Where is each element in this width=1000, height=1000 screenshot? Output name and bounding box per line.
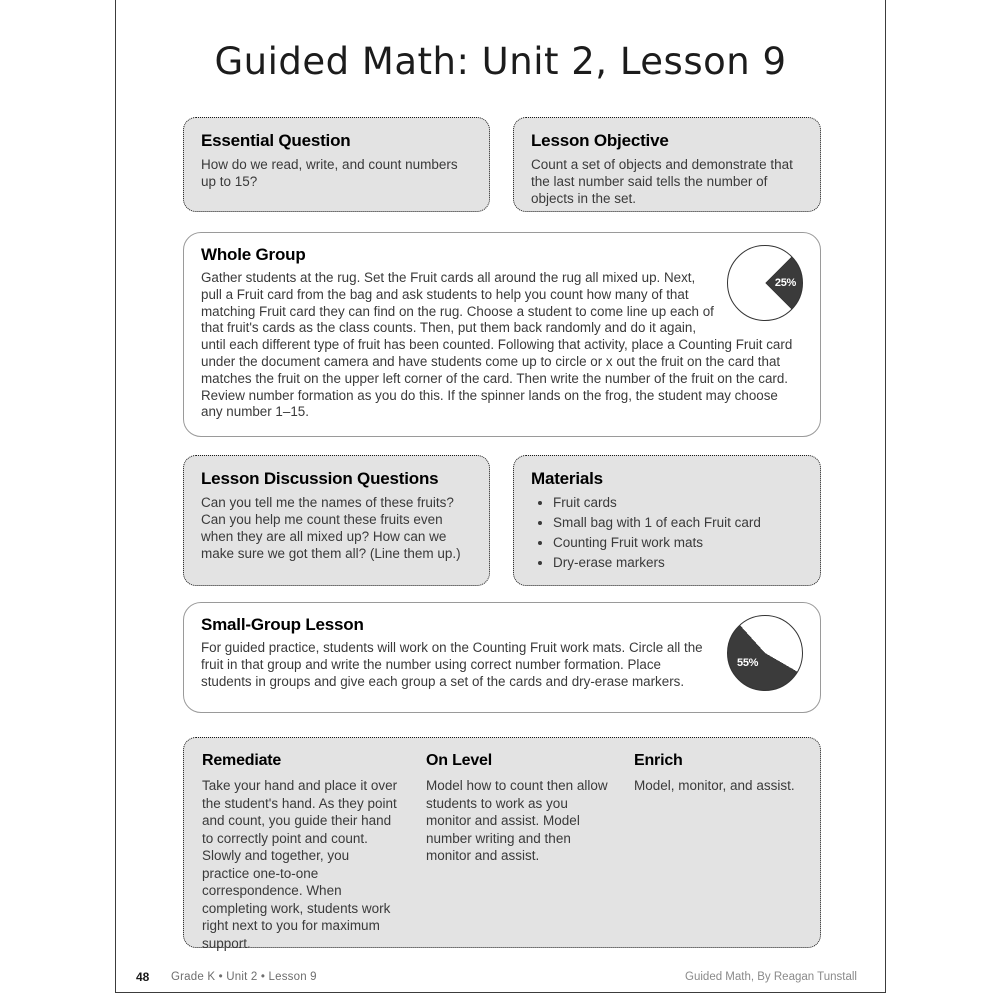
whole-group-heading: Whole Group: [201, 245, 306, 264]
whole-group-text: Gather students at the rug. Set the Fruit cards all around the rug all mixed up. Next, pull a Fruit card from the bag and ask students to help you count how many of that matching Fruit card they can find on the rug. Choose a student to come line up each of that fruit's cards as the class counts. Then, put them back randomly and do it again, until each different type of fruit has been counted. Following that activity, place a Counting Fruit card under the document camera and have students come up to circle or x out the fruit on the card that matches the fruit on the upper left corner of the card. Then write the number of the fruit on the card. Review number formation as you do this. If the spinner lands on the frog, the student may choose any number 1–15.: [201, 270, 793, 420]
materials-box: [513, 455, 821, 586]
lesson-objective-box: [513, 117, 821, 212]
enrich-column: [634, 752, 802, 952]
remediate-column: [202, 752, 400, 952]
remediate-heading: Remediate: [202, 752, 282, 769]
enrich-text: Model, monitor, and assist.: [634, 778, 795, 793]
on-level-heading: On Level: [426, 752, 492, 769]
on-level-column: [426, 752, 608, 952]
pie-chart-25-percent: [727, 245, 803, 321]
small-group-heading: Small-Group Lesson: [201, 615, 364, 634]
lesson-objective-text: Count a set of objects and demonstrate that the last number said tells the number of objects in the set.: [531, 157, 793, 206]
remediate-text: Take your hand and place it over the student's hand. As they point and count, you guide their hand to correctly point and count. Slowly and together, you practice one-to-one correspondence. When completing work, students work right next to you for maximum support.: [202, 778, 398, 951]
discussion-questions-box: [183, 455, 490, 586]
materials-item: • Dry-erase markers: [553, 554, 803, 571]
discussion-questions-heading: Lesson Discussion Questions: [201, 469, 439, 488]
enrich-heading: Enrich: [634, 752, 683, 769]
essential-question-box: [183, 117, 490, 212]
pie-chart-label: 55%: [737, 657, 759, 670]
small-group-pie-chart: [727, 615, 803, 691]
materials-item: • Fruit cards: [553, 494, 803, 511]
materials-list: [531, 494, 803, 571]
page-title: Guided Math: Unit 2, Lesson 9: [214, 40, 787, 83]
small-group-box: [183, 602, 821, 713]
differentiation-box: [183, 737, 821, 951]
small-group-text: For guided practice, students will work on the Counting Fruit work mats. Circle all the fruit in that group and write the number using correct number formation. Place students in groups and give each group a set of the cards and dry-erase markers.: [201, 640, 703, 689]
discussion-questions-text: Can you tell me the names of these fruits? Can you help me count these fruits even when they are all mixed up? How can we make sure we got them all? (Line them up.): [201, 495, 461, 561]
whole-group-box: [183, 232, 821, 437]
breadcrumb: Grade K • Unit 2 • Lesson 9: [171, 971, 317, 983]
credit-text: Guided Math, By Reagan Tunstall: [685, 971, 857, 983]
pie-chart-55-percent: [727, 615, 803, 691]
whole-group-pie-chart: [727, 245, 803, 321]
page-number: 48: [136, 970, 150, 984]
materials-item: • Small bag with 1 of each Fruit card: [553, 514, 803, 531]
lesson-plan-page: [115, 0, 886, 993]
on-level-text: Model how to count then allow students to work as you monitor and assist. Model number writing and then monitor and assist.: [426, 778, 608, 863]
materials-heading: Materials: [531, 469, 603, 488]
essential-question-text: How do we read, write, and count numbers up to 15?: [201, 157, 458, 189]
pie-chart-label: 25%: [774, 277, 796, 289]
lesson-objective-heading: Lesson Objective: [531, 131, 669, 150]
essential-question-heading: Essential Question: [201, 131, 351, 150]
materials-item: • Counting Fruit work mats: [553, 534, 803, 551]
